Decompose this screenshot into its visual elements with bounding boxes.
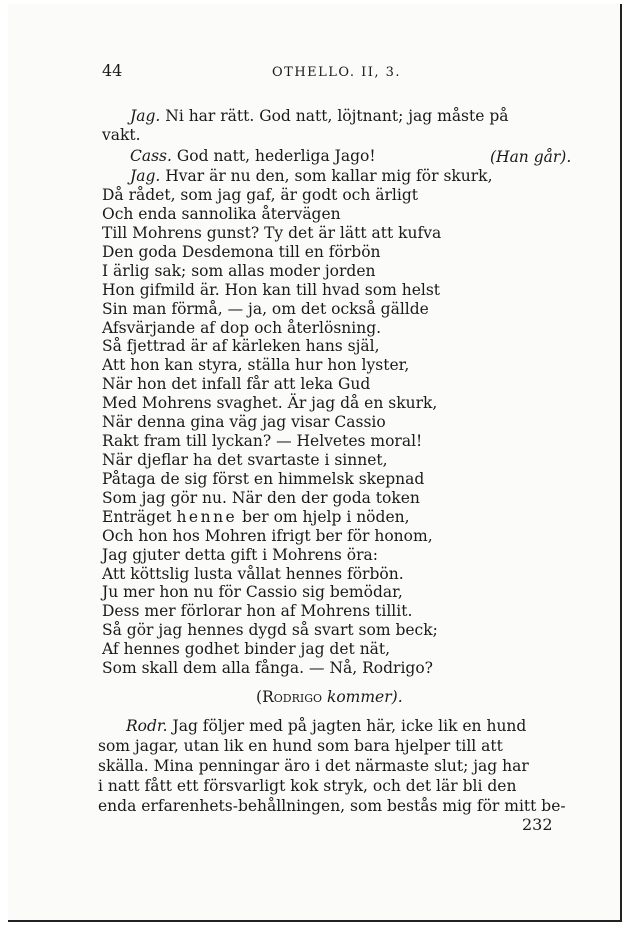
speech-line: vakt.: [102, 126, 141, 144]
speech-line: [130, 147, 376, 165]
verse-text: Enträget: [102, 508, 177, 526]
verse-line: När denna gina väg jag visar Cassio: [102, 413, 386, 431]
verse-line: Afsvärjande af dop och återlösning.: [102, 319, 382, 337]
signature-mark: 232: [522, 815, 553, 834]
stage-action: kommer).: [322, 688, 403, 706]
speaker-name: Jag.: [130, 167, 161, 185]
speaker-name: Cass.: [130, 147, 172, 165]
speech-text: God natt, hederliga Jago!: [176, 147, 376, 165]
verse-line: Rakt fram till lyckan? — Helvetes moral!: [102, 432, 423, 450]
verse-line: Att köttslig lusta vållat hennes förbön.: [102, 565, 404, 583]
verse-text: ber om hjelp i nöden,: [237, 508, 410, 526]
speaker-name: Jag.: [130, 107, 161, 125]
verse-line: Och enda sannolika återvägen: [102, 205, 341, 223]
prose-line: skälla. Mina penningar äro i det närmaste slut; jag har: [98, 757, 529, 775]
verse-line: Att hon kan styra, ställa hur hon lyster,: [102, 356, 410, 374]
verse-line: Som skall dem alla fånga. — Nå, Rodrigo?: [102, 659, 433, 677]
verse-line: Den goda Desdemona till en förbön: [102, 243, 381, 261]
verse-line: När hon det infall får att leka Gud: [102, 375, 371, 393]
verse-line: Så gör jag hennes dygd så svart som beck;: [102, 621, 438, 639]
running-title: OTHELLO. II, 3.: [272, 65, 402, 80]
verse-line: Hon gifmild är. Hon kan till hvad som helst: [102, 281, 441, 299]
speaker-name: Rodr.: [126, 717, 168, 735]
speech-text: Ni har rätt. God natt, löjtnant; jag måste på: [165, 107, 509, 125]
prose-line: enda erfarenhets-behållningen, som bestås mig för mitt be-: [98, 797, 566, 815]
verse-line: Påtaga de sig först en himmelsk skepnad: [102, 470, 425, 488]
character-name: Rodrigo: [262, 688, 323, 706]
verse-line: Med Mohrens svaghet. Är jag då en skurk,: [102, 394, 438, 412]
speech-text: Hvar är nu den, som kallar mig för skurk,: [165, 167, 493, 185]
prose-line: som jagar, utan lik en hund som bara hjelper till att: [98, 737, 503, 755]
speech-line: [130, 167, 493, 185]
verse-line: Till Mohrens gunst? Ty det är lätt att kufva: [102, 224, 442, 242]
verse-line: Så fjettrad är af kärleken hans själ,: [102, 337, 380, 355]
verse-line: Och hon hos Mohren ifrigt ber för honom,: [102, 527, 433, 545]
verse-line: I ärlig sak; som allas moder jorden: [102, 262, 376, 280]
page-number: 44: [102, 61, 123, 80]
verse-line: Som jag gör nu. När den der goda token: [102, 489, 420, 507]
prose-line: i natt fått ett försvarligt kok stryk, och det lär bli den: [98, 777, 517, 795]
verse-line: Ju mer hon nu för Cassio sig bemödar,: [102, 583, 403, 601]
verse-line: När djeflar ha det svartaste i sinnet,: [102, 451, 388, 469]
verse-line: Dess mer förlorar hon af Mohrens tillit.: [102, 602, 413, 620]
stage-direction: [256, 688, 403, 706]
verse-line: Af hennes godhet binder jag det nät,: [102, 640, 391, 658]
verse-line: Jag gjuter detta gift i Mohrens öra:: [102, 546, 378, 564]
stage-paren: (: [256, 688, 263, 706]
speech-line: [130, 107, 509, 125]
prose-line: [126, 717, 526, 735]
verse-line: Då rådet, som jag gaf, är godt och ärligt: [102, 186, 418, 204]
verse-line: [102, 508, 410, 526]
emphasized-word: henne: [176, 508, 238, 526]
prose-text: Jag följer med på jagten här, icke lik en hund: [172, 717, 527, 735]
verse-line: Sin man förmå, — ja, om det också gällde: [102, 300, 429, 318]
stage-direction: (Han går).: [490, 148, 572, 166]
